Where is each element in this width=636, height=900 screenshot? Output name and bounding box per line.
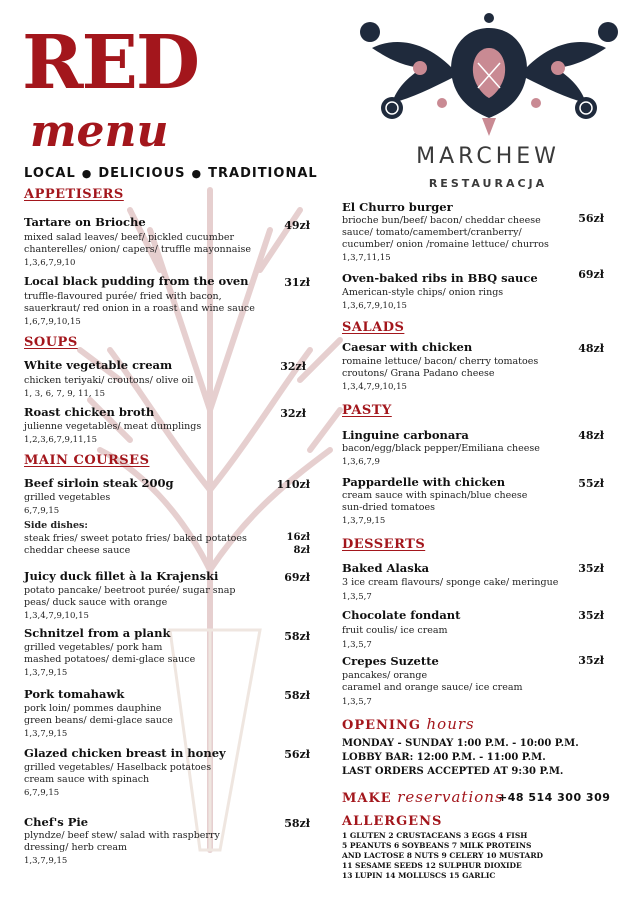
item-name: Pork tomahawk (24, 687, 125, 701)
tagline-word: DELICIOUS (98, 166, 186, 181)
item-name: Oven-baked ribs in BBQ sauce (342, 271, 538, 285)
item-price: 58zł (284, 630, 310, 643)
item-allergens: 1,2,3,6,7,9,11,15 (24, 435, 97, 445)
desc-line: caramel and orange sauce/ ice cream (342, 682, 523, 693)
desc-line: green beans/ demi-glace sauce (24, 715, 173, 726)
desc-line: truffle-flavoured purée/ fried with bacon, (24, 291, 222, 302)
desc-line: brioche bun/beef/ bacon/ cheddar cheese (342, 215, 541, 226)
desc-line: croutons/ Grana Padano cheese (342, 368, 495, 379)
desc-line: pancakes/ orange (342, 670, 428, 681)
hours-line: MONDAY - SUNDAY 1:00 P.M. - 10:00 P.M. (342, 738, 579, 749)
allergens-line: AND LACTOSE 8 NUTS 9 CELERY 10 MUSTARD (342, 851, 544, 860)
item-price: 56zł (578, 212, 604, 225)
desc-line: romaine lettuce/ bacon/ cherry tomatoes (342, 356, 539, 367)
item-description (24, 642, 314, 666)
item-name: Pappardelle with chicken (342, 475, 506, 489)
item-allergens: 1,3,4,7,9,10,15 (24, 611, 89, 621)
desc-line: 3 ice cream flavours/ sponge cake/ meringue (342, 577, 559, 588)
item-name: White vegetable cream (24, 358, 173, 372)
item-price: 69zł (284, 571, 310, 584)
desc-line: julienne vegetables/ meat dumplings (24, 421, 202, 432)
item-price: 69zł (578, 268, 604, 281)
item-price: 58zł (284, 689, 310, 702)
item-description (24, 703, 314, 727)
brand-subtitle: RESTAURACJA (428, 177, 548, 190)
item-allergens: 1,3,6,7,9 (342, 457, 380, 467)
desc-line: potato pancake/ beetroot purée/ sugar snap (24, 585, 236, 596)
item-name: Chocolate fondant (342, 608, 461, 622)
item-price: 35zł (578, 609, 604, 622)
section-title-main-courses: MAIN COURSES (24, 453, 150, 468)
desc-line: bacon/egg/black pepper/Emiliana cheese (342, 443, 540, 454)
item-description (24, 291, 324, 315)
section-title-pasty: PASTY (342, 403, 392, 418)
reservations-title-word: MAKE (342, 791, 392, 806)
item-price: 16zł (286, 532, 310, 543)
desc-line: pork loin/ pommes dauphine (24, 703, 162, 714)
logo-red-title: RED (22, 20, 199, 106)
item-description (342, 490, 572, 514)
desc-line: steak fries/ sweet potato fries/ baked potatoes (24, 533, 247, 544)
brand-name: MARCHEW (416, 144, 560, 169)
item-description (342, 356, 572, 380)
item-description (24, 585, 324, 609)
item-description (342, 287, 572, 299)
item-name: Baked Alaska (342, 561, 430, 575)
section-title-desserts: DESSERTS (342, 537, 426, 552)
hours-line: LAST ORDERS ACCEPTED AT 9:30 P.M. (342, 766, 564, 777)
item-price: 48zł (578, 429, 604, 442)
item-allergens: 1,3,7,9,15 (24, 856, 68, 866)
desc-line: cream sauce with spinach/blue cheese (342, 490, 528, 501)
section-title-salads: SALADS (342, 320, 405, 335)
desc-line: grilled vegetables/ pork ham (24, 642, 163, 653)
allergens-line: 11 SESAME SEEDS 12 SULPHUR DIOXIDE (342, 861, 522, 870)
logo-menu-script: menu (30, 106, 169, 157)
item-name: Local black pudding from the oven (24, 274, 249, 288)
desc-line: plyndze/ beef stew/ salad with raspberry (24, 830, 220, 841)
item-price: 32zł (280, 360, 306, 373)
desc-line: cheddar cheese sauce (24, 545, 131, 556)
item-allergens: 6,7,9,15 (24, 506, 60, 516)
item-name: Chef's Pie (24, 815, 89, 829)
item-allergens: 1,3,5,7 (342, 697, 372, 707)
item-description (342, 577, 572, 589)
item-allergens: 1,3,7,9,15 (24, 729, 68, 739)
bullet-icon: ● (191, 167, 203, 180)
opening-title-word: OPENING (342, 718, 421, 733)
item-price: 8zł (293, 545, 310, 556)
item-allergens: 6,7,9,15 (24, 788, 60, 798)
item-allergens: 1,6,7,9,10,15 (24, 317, 81, 327)
desc-line: peas/ duck sauce with orange (24, 597, 168, 608)
item-name: Roast chicken broth (24, 405, 155, 419)
item-description (24, 232, 314, 256)
allergens-title: ALLERGENS (342, 814, 443, 829)
item-description (24, 375, 314, 387)
item-description (342, 625, 572, 637)
allergens-line: 1 GLUTEN 2 CRUSTACEANS 3 EGGS 4 FISH (342, 831, 528, 840)
desc-line: American-style chips/ onion rings (342, 287, 504, 298)
allergens-list (342, 831, 602, 881)
item-price: 56zł (284, 748, 310, 761)
tagline-word: LOCAL (24, 166, 76, 181)
tagline-word: TRADITIONAL (208, 166, 318, 181)
desc-line: sun-dried tomatoes (342, 502, 435, 513)
item-price: 55zł (578, 477, 604, 490)
reservations-title (342, 788, 504, 806)
item-description (24, 421, 314, 433)
hours-line: LOBBY BAR: 12:00 P.M. - 11:00 P.M. (342, 752, 546, 763)
item-name: Glazed chicken breast in honey (24, 746, 226, 760)
item-price: 32zł (280, 407, 306, 420)
item-price: 35zł (578, 654, 604, 667)
desc-line: grilled vegetables/ Haselback potatoes (24, 762, 212, 773)
side-dishes-prices (262, 531, 310, 557)
item-price: 49zł (284, 219, 310, 232)
bullet-icon: ● (81, 167, 93, 180)
item-name: Juicy duck fillet à la Krajenski (24, 569, 219, 583)
desc-line: chicken teriyaki/ croutons/ olive oil (24, 375, 194, 386)
reservation-phone-link[interactable]: +48 514 300 309 (498, 791, 611, 804)
desc-line: mashed potatoes/ demi-glace sauce (24, 654, 196, 665)
opening-hours-title (342, 715, 475, 733)
item-name: Schnitzel from a plank (24, 626, 171, 640)
allergens-line: 13 LUPIN 14 MOLLUSCS 15 GARLIC (342, 871, 496, 880)
item-description (342, 670, 572, 694)
item-description (342, 443, 572, 455)
item-allergens: 1,3,4,7,9,10,15 (342, 382, 407, 392)
item-name: Beef sirloin steak 200g (24, 476, 174, 490)
item-price: 48zł (578, 342, 604, 355)
item-allergens: 1,3,5,7 (342, 592, 372, 602)
item-name: El Churro burger (342, 200, 453, 214)
desc-line: cucumber/ onion /romaine lettuce/ churros (342, 239, 549, 250)
tagline (24, 166, 318, 181)
desc-line: dressing/ herb cream (24, 842, 127, 853)
item-description (24, 830, 314, 854)
desc-line: sauerkraut/ red onion in a roast and wine sauce (24, 303, 255, 314)
desc-line: mixed salad leaves/ beef/ pickled cucumber (24, 232, 235, 243)
item-name: Crepes Suzette (342, 654, 439, 668)
item-name: Linguine carbonara (342, 428, 469, 442)
reservations-title-script: reservations (397, 788, 504, 806)
section-title-appetisers: APPETISERS (24, 187, 124, 202)
desc-line: chanterelles/ onion/ capers/ truffle mayonnaise (24, 244, 251, 255)
item-allergens: 1,3,5,7 (342, 640, 372, 650)
desc-line: sauce/ tomato/camembert/cranberry/ (342, 227, 522, 238)
item-name: Tartare on Brioche (24, 215, 146, 229)
item-price: 110zł (276, 478, 310, 491)
allergens-line: 5 PEANUTS 6 SOYBEANS 7 MILK PROTEINS (342, 841, 532, 850)
item-allergens: 1, 3, 6, 7, 9, 11, 15 (24, 389, 106, 399)
section-title-soups: SOUPS (24, 335, 78, 350)
desc-line: cream sauce with spinach (24, 774, 150, 785)
desc-line: fruit coulis/ ice cream (342, 625, 448, 636)
item-price: 58zł (284, 817, 310, 830)
item-description (24, 492, 314, 504)
item-allergens: 1,3,7,11,15 (342, 253, 391, 263)
item-allergens: 1,3,7,9,15 (24, 668, 68, 678)
side-dishes-label: Side dishes: (24, 520, 88, 531)
item-name: Caesar with chicken (342, 340, 473, 354)
item-allergens: 1,3,7,9,15 (342, 516, 386, 526)
item-price: 31zł (284, 276, 310, 289)
desc-line: grilled vegetables (24, 492, 111, 503)
item-allergens: 1,3,6,7,9,10 (24, 258, 76, 268)
item-price: 35zł (578, 562, 604, 575)
item-description (24, 762, 314, 786)
item-description (342, 215, 572, 251)
folk-floral-ornament-icon (352, 8, 626, 138)
item-allergens: 1,3,6,7,9,10,15 (342, 301, 407, 311)
opening-title-script: hours (426, 715, 475, 733)
